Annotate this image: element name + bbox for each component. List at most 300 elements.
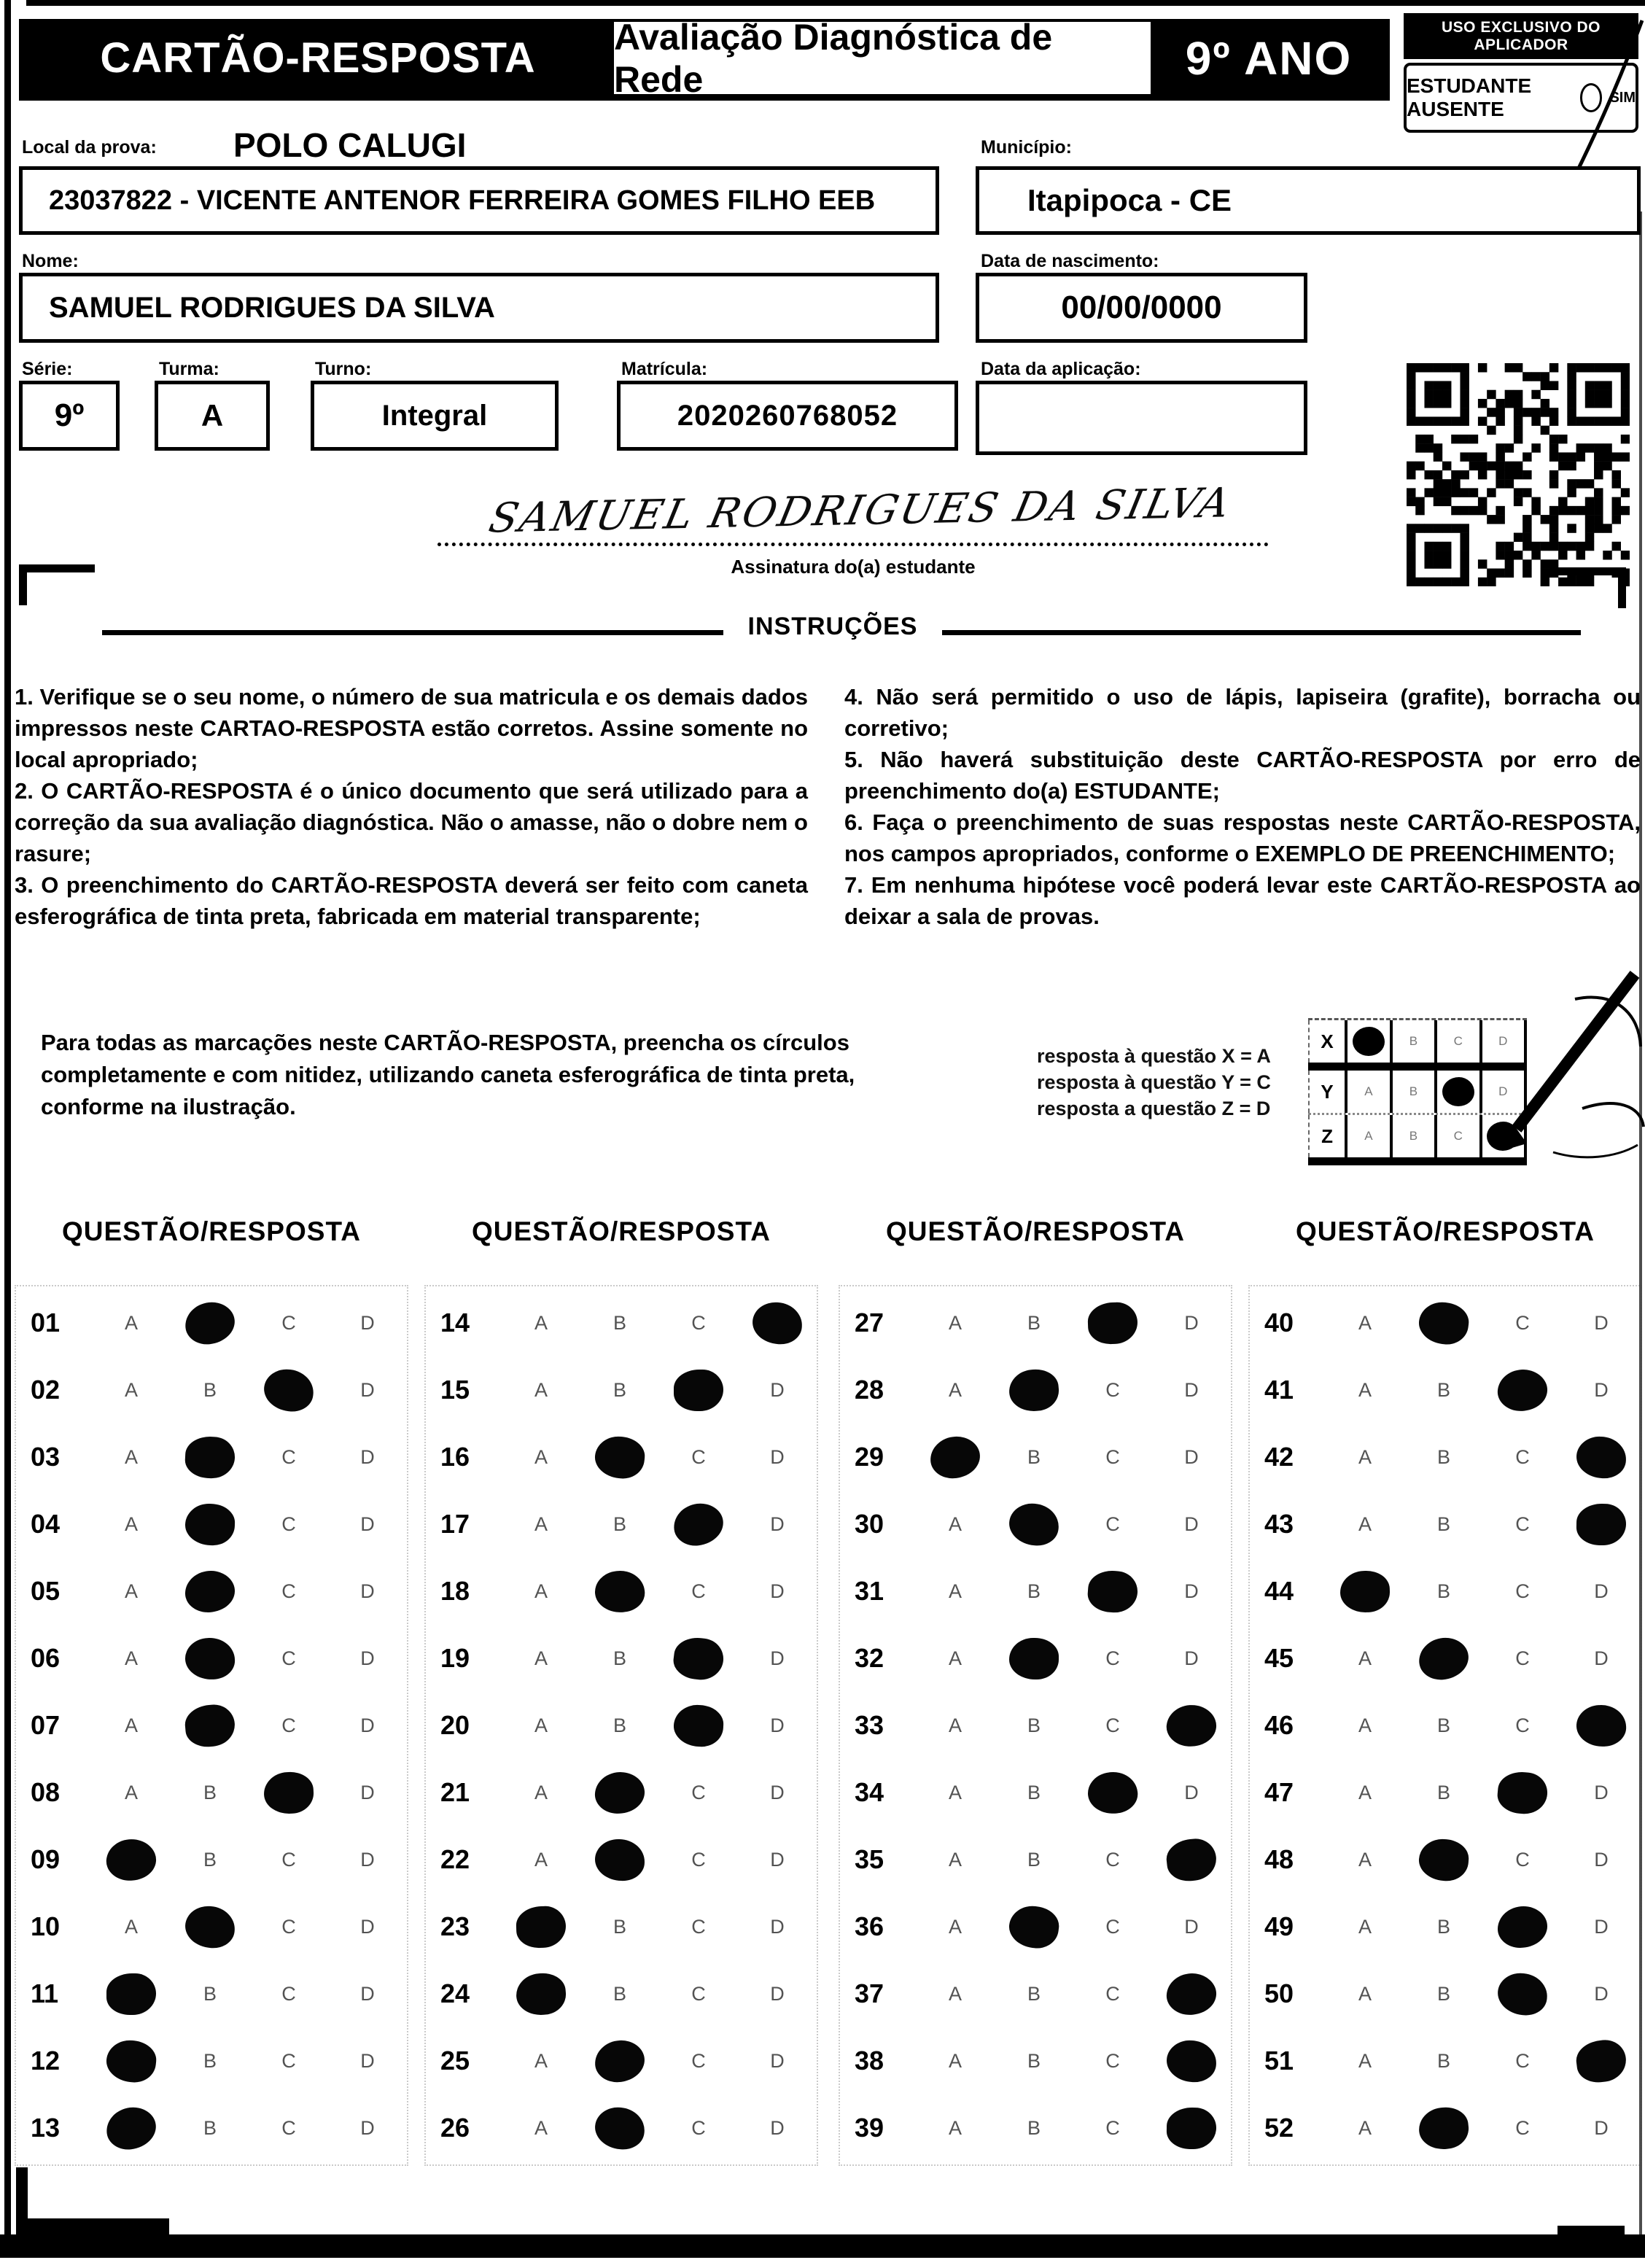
option-b [171,1437,249,1478]
filled-bubble [184,1435,236,1479]
filled-bubble [104,2038,158,2084]
filled-bubble [516,1905,567,1948]
option-b [1404,1446,1483,1469]
option-b [171,1379,249,1402]
option-letter: A [1358,1781,1372,1803]
answer-row [840,1356,1231,1424]
option-b [995,1370,1073,1411]
option-b [171,1983,249,2005]
answer-row [16,1491,407,1558]
option-b [1404,1916,1483,1938]
option-letter: A [1358,1378,1372,1401]
question-number: 43 [1264,1509,1294,1539]
question-number: 01 [31,1308,61,1337]
option-b [995,1446,1073,1469]
option-letter: C [281,1311,296,1334]
option-c [1073,1916,1152,1938]
option-d [1152,1782,1231,1804]
example-cell-c: C [1434,1020,1479,1063]
filled-bubble [184,1703,237,1749]
question-number: 08 [31,1777,61,1807]
option-b [995,1782,1073,1804]
filled-bubble [1418,1837,1470,1882]
option-c [1483,1647,1562,1670]
example-row-label: Z [1308,1115,1345,1157]
option-b [995,2117,1073,2140]
option-a [92,2108,171,2149]
option-letter: B [612,1647,626,1669]
option-b [995,1849,1073,1871]
option-b [580,1379,659,1402]
option-a [1326,1782,1404,1804]
option-d [1562,1379,1641,1402]
option-c [659,1370,738,1411]
option-letter: A [1358,1311,1372,1334]
option-letter: D [1594,1781,1609,1803]
exam-title: Avaliação Diagnóstica de Rede [614,16,1053,100]
local-label: Local da prova: [22,137,157,158]
answer-row [1250,1289,1641,1356]
instructions-rule-left [102,630,723,635]
option-d [328,1580,407,1603]
option-c [1483,1772,1562,1814]
option-a [916,1916,995,1938]
option-d [328,1916,407,1938]
option-letter: C [1515,1714,1530,1736]
option-a [92,1446,171,1469]
filled-bubble [1417,1300,1471,1347]
question-number: 07 [31,1710,61,1740]
option-a [916,1513,995,1536]
question-number: 41 [1264,1375,1294,1405]
option-a [92,1379,171,1402]
option-letter: B [1436,1580,1450,1602]
option-b [171,1705,249,1747]
option-d [738,2050,817,2073]
example-caption-line: resposta à questão X = A [1037,1045,1271,1067]
option-letter: A [1358,1915,1372,1938]
answer-row [1250,1625,1641,1692]
option-c [1073,2117,1152,2140]
filled-bubble [1576,1704,1628,1747]
option-a [92,1714,171,1737]
answer-column [1248,1216,1642,2166]
option-a [1326,1312,1404,1335]
question-number: 30 [855,1509,884,1539]
scan-edge-top [26,0,1645,6]
option-letter: D [770,1580,785,1602]
option-b [580,1312,659,1335]
answer-rows [424,1285,818,2166]
option-letter: A [948,2116,962,2139]
option-letter: D [770,1445,785,1468]
answer-column-header: QUESTÃO/RESPOSTA [471,1216,771,1246]
question-number: 31 [855,1576,884,1606]
answer-row [16,1759,407,1826]
answer-row [426,2027,817,2094]
question-number: 10 [31,1911,61,1941]
option-c [1073,1379,1152,1402]
answer-row [840,2094,1231,2162]
option-letter: C [1515,1512,1530,1535]
answer-row [426,1759,817,1826]
option-letter: A [1358,1445,1372,1468]
question-number: 02 [31,1375,61,1405]
option-c [249,2050,328,2073]
filled-bubble [1164,1702,1218,1749]
example-cell-c [1434,1071,1479,1113]
option-letter: A [948,1580,962,1602]
signature-label: Assinatura do(a) estudante [731,556,976,578]
option-letter: A [124,1445,138,1468]
option-letter: B [1027,1848,1041,1871]
option-a [1326,1571,1404,1612]
option-c [1483,1446,1562,1469]
option-letter: C [1515,1580,1530,1602]
option-letter: D [1184,1512,1199,1535]
filled-bubble [751,1300,804,1345]
option-d [1562,1782,1641,1804]
filled-bubble [594,2039,646,2083]
option-letter: A [948,1378,962,1401]
option-c [1483,1714,1562,1737]
option-a [92,1312,171,1335]
option-d [328,2050,407,2073]
option-letter: A [124,1512,138,1535]
option-letter: D [1184,1781,1199,1803]
filled-bubble [1086,1569,1139,1614]
option-d [328,1513,407,1536]
option-b [1404,1513,1483,1536]
example-cell-d [1479,1115,1524,1157]
option-b [580,1839,659,1881]
answer-row [426,1424,817,1491]
example-caption-line: resposta a questão Z = D [1037,1098,1271,1119]
filled-bubble [1497,1368,1549,1412]
option-a [502,1906,580,1948]
option-letter: B [1027,2116,1041,2139]
answer-row [840,1893,1231,1960]
option-c [659,2117,738,2140]
option-letter: D [770,1714,785,1736]
header-band [19,16,1390,101]
answer-row [16,1692,407,1759]
filled-bubble [674,1370,723,1411]
option-letter: D [770,1848,785,1871]
answer-rows [1248,1285,1642,2166]
answer-row [840,1424,1231,1491]
question-number: 51 [1264,2046,1294,2075]
option-a [1326,1513,1404,1536]
option-letter: B [1027,2049,1041,2072]
option-d [1152,2040,1231,2082]
option-c [249,1446,328,1469]
option-d [1562,1983,1641,2005]
option-d [1152,1379,1231,1402]
option-a [502,2050,580,2073]
answer-column [424,1216,818,2166]
option-b [1404,1638,1483,1679]
option-letter: C [1105,2049,1120,2072]
question-number: 11 [31,1978,59,2008]
option-c [659,1504,738,1545]
question-number: 06 [31,1643,61,1673]
answer-row [840,1759,1231,1826]
scan-edge-left [4,0,11,2240]
student-absent-bubble [1580,83,1603,112]
question-number: 23 [440,1911,470,1941]
option-letter: B [203,2116,217,2139]
option-b [1404,2108,1483,2149]
option-a [1326,1916,1404,1938]
question-number: 17 [440,1509,470,1539]
option-letter: C [691,1781,706,1803]
option-a [916,1849,995,1871]
option-letter: C [1515,1311,1530,1334]
example-cell-a: A [1345,1071,1389,1113]
option-letter: B [1436,1378,1450,1401]
option-letter: B [1436,1445,1450,1468]
option-a [92,1973,171,2015]
example-cell-d: D [1479,1020,1524,1063]
option-letter: C [1105,1647,1120,1669]
option-a [92,1782,171,1804]
example-cell-a: A [1345,1115,1389,1157]
question-number: 20 [440,1710,470,1740]
option-letter: C [281,1848,296,1871]
student-signature: SAMUEL RODRIGUES DA SILVA [485,479,1236,543]
example-row [1308,1071,1527,1115]
option-letter: A [534,1445,548,1468]
nascimento-label: Data de nascimento: [981,251,1159,271]
nome-label: Nome: [22,251,79,271]
option-d [1152,1647,1231,1670]
option-a [502,2117,580,2140]
instruction-item: 4. Não será permitido o uso de lápis, lapiseira (grafite), borracha ou corretivo; [844,684,1641,741]
option-c [249,1370,328,1411]
option-d [1562,1849,1641,1871]
option-b [995,1580,1073,1603]
option-b [171,1638,249,1679]
option-a [502,1973,580,2015]
question-number: 45 [1264,1643,1294,1673]
option-d [1152,1916,1231,1938]
example-cell-d: D [1479,1071,1524,1113]
option-letter: C [281,1915,296,1938]
option-c [1073,1772,1152,1814]
filled-bubble [594,2105,647,2151]
option-letter: B [203,1781,217,1803]
scan-bottom-bar [0,2234,1645,2258]
answer-row [426,1960,817,2027]
marking-instructions: Para todas as marcações neste CARTÃO-RESPOSTA, preencha os círculos completamente e com nitidez, utilizando caneta esferográfica de tinta preta, conforme na ilustração. [41,1030,855,1119]
option-b [171,2050,249,2073]
option-c [659,1312,738,1335]
option-d [1562,1580,1641,1603]
option-letter: B [1436,1512,1450,1535]
example-row-label: X [1308,1020,1345,1063]
filled-bubble [184,1502,236,1545]
option-letter: D [1184,1445,1199,1468]
option-c [249,1580,328,1603]
option-letter: D [1184,1915,1199,1938]
option-b [995,1714,1073,1737]
option-a [502,1647,580,1670]
example-cell-b: B [1390,1020,1434,1063]
filled-bubble [1086,1769,1140,1817]
filled-bubble [1442,1077,1474,1106]
option-a [1326,1983,1404,2005]
option-c [659,1446,738,1469]
option-c [659,2050,738,2073]
option-c [1483,2050,1562,2073]
option-d [328,2117,407,2140]
question-number: 14 [440,1308,470,1337]
option-b [1404,1782,1483,1804]
option-letter: C [1105,1848,1120,1871]
option-letter: A [534,1781,548,1803]
instructions-right-column [844,681,1641,932]
option-a [502,1714,580,1737]
instructions-rule-right [942,630,1581,635]
answer-row [840,1692,1231,1759]
option-letter: D [1184,1647,1199,1669]
option-letter: D [360,1647,375,1669]
option-a [1326,1446,1404,1469]
question-number: 19 [440,1643,470,1673]
question-number: 18 [440,1576,470,1606]
filled-bubble [1496,1770,1549,1816]
question-number: 46 [1264,1710,1294,1740]
option-letter: C [281,2049,296,2072]
option-d [1562,1916,1641,1938]
option-letter: A [534,1311,548,1334]
filled-bubble [184,1636,236,1679]
option-letter: A [948,1512,962,1535]
option-c [659,1916,738,1938]
option-d [328,1849,407,1871]
student-absent-box [1404,63,1638,133]
option-d [1152,1973,1231,2015]
instructions-left-column [15,681,808,932]
filled-bubble [1008,1367,1061,1413]
option-d [1562,1504,1641,1545]
example-row [1308,1115,1527,1165]
answer-row [840,1289,1231,1356]
filled-bubble [183,1300,237,1346]
answer-row [840,1826,1231,1893]
option-a [1326,2117,1404,2140]
option-c [1073,1714,1152,1737]
option-letter: A [124,1714,138,1736]
answer-row [426,1625,817,1692]
option-b [171,1571,249,1612]
answer-row [1250,1759,1641,1826]
question-number: 24 [440,1978,470,2008]
filled-bubble [104,2105,158,2152]
option-letter: D [1594,1647,1609,1669]
option-letter: C [691,1445,706,1468]
option-c [1073,1983,1152,2005]
option-letter: D [360,1378,375,1401]
option-b [171,1906,249,1948]
answer-row [426,1692,817,1759]
option-letter: A [124,1378,138,1401]
question-number: 26 [440,2113,470,2143]
option-d [1562,2117,1641,2140]
instruction-item: 1. Verifique se o seu nome, o número de sua matricula e os demais dados impressos neste CARTAO-RESPOSTA estão corretos. Assine somente no local apropriado; [15,684,808,772]
filled-bubble [262,1367,316,1414]
question-number: 27 [855,1308,884,1337]
option-letter: D [770,1512,785,1535]
instructions-title: INSTRUÇÕES [747,613,918,640]
option-c [1073,2050,1152,2073]
option-c [1483,1849,1562,1871]
option-letter: C [691,1915,706,1938]
option-letter: C [691,2116,706,2139]
option-d [1152,1705,1231,1747]
question-number: 21 [440,1777,470,1807]
question-number: 38 [855,2046,884,2075]
answer-column-header: QUESTÃO/RESPOSTA [885,1216,1186,1246]
answer-row [1250,1558,1641,1625]
option-b [1404,1580,1483,1603]
option-letter: C [281,1512,296,1535]
option-a [916,1983,995,2005]
grade-badge: 9º ANO [1151,22,1387,94]
instruction-item: 3. O preenchimento do CARTÃO-RESPOSTA deverá ser feito com caneta esferográfica de tinta preta, fabricada em material transparente; [15,872,808,929]
option-letter: B [1436,1915,1450,1938]
option-letter: B [1027,1982,1041,2005]
option-a [92,1580,171,1603]
filled-bubble [594,1771,645,1814]
option-d [328,1782,407,1804]
option-letter: C [281,1580,296,1602]
option-b [1404,1302,1483,1344]
option-c [1073,1513,1152,1536]
filled-bubble [1498,1906,1547,1948]
instruction-item: 2. O CARTÃO-RESPOSTA é o único documento que será utilizado para a correção da sua avaliação diagnóstica. Não o amasse, não o dobre nem o rasure; [15,778,808,866]
answer-row [16,1826,407,1893]
option-d [738,1302,817,1344]
option-letter: B [1436,1781,1450,1803]
option-a [916,2117,995,2140]
aplicacao-label: Data da aplicação: [981,359,1141,379]
answer-row [16,1960,407,2027]
option-d [738,1513,817,1536]
aplicacao-field [976,381,1307,455]
answer-row [16,2094,407,2162]
option-c [249,1983,328,2005]
option-c [1483,1973,1562,2015]
option-b [1404,1379,1483,1402]
option-c [659,1705,738,1747]
option-letter: A [124,1580,138,1602]
answer-row [1250,1491,1641,1558]
option-c [249,1714,328,1737]
option-letter: A [948,1781,962,1803]
answer-row [1250,1826,1641,1893]
filled-bubble [673,1704,725,1747]
option-c [249,1849,328,1871]
option-letter: D [360,2049,375,2072]
filled-bubble [1008,1502,1061,1547]
answer-column [15,1216,408,2166]
option-letter: A [948,1714,962,1736]
question-number: 32 [855,1643,884,1673]
option-d [328,1379,407,1402]
option-letter: B [612,1982,626,2005]
